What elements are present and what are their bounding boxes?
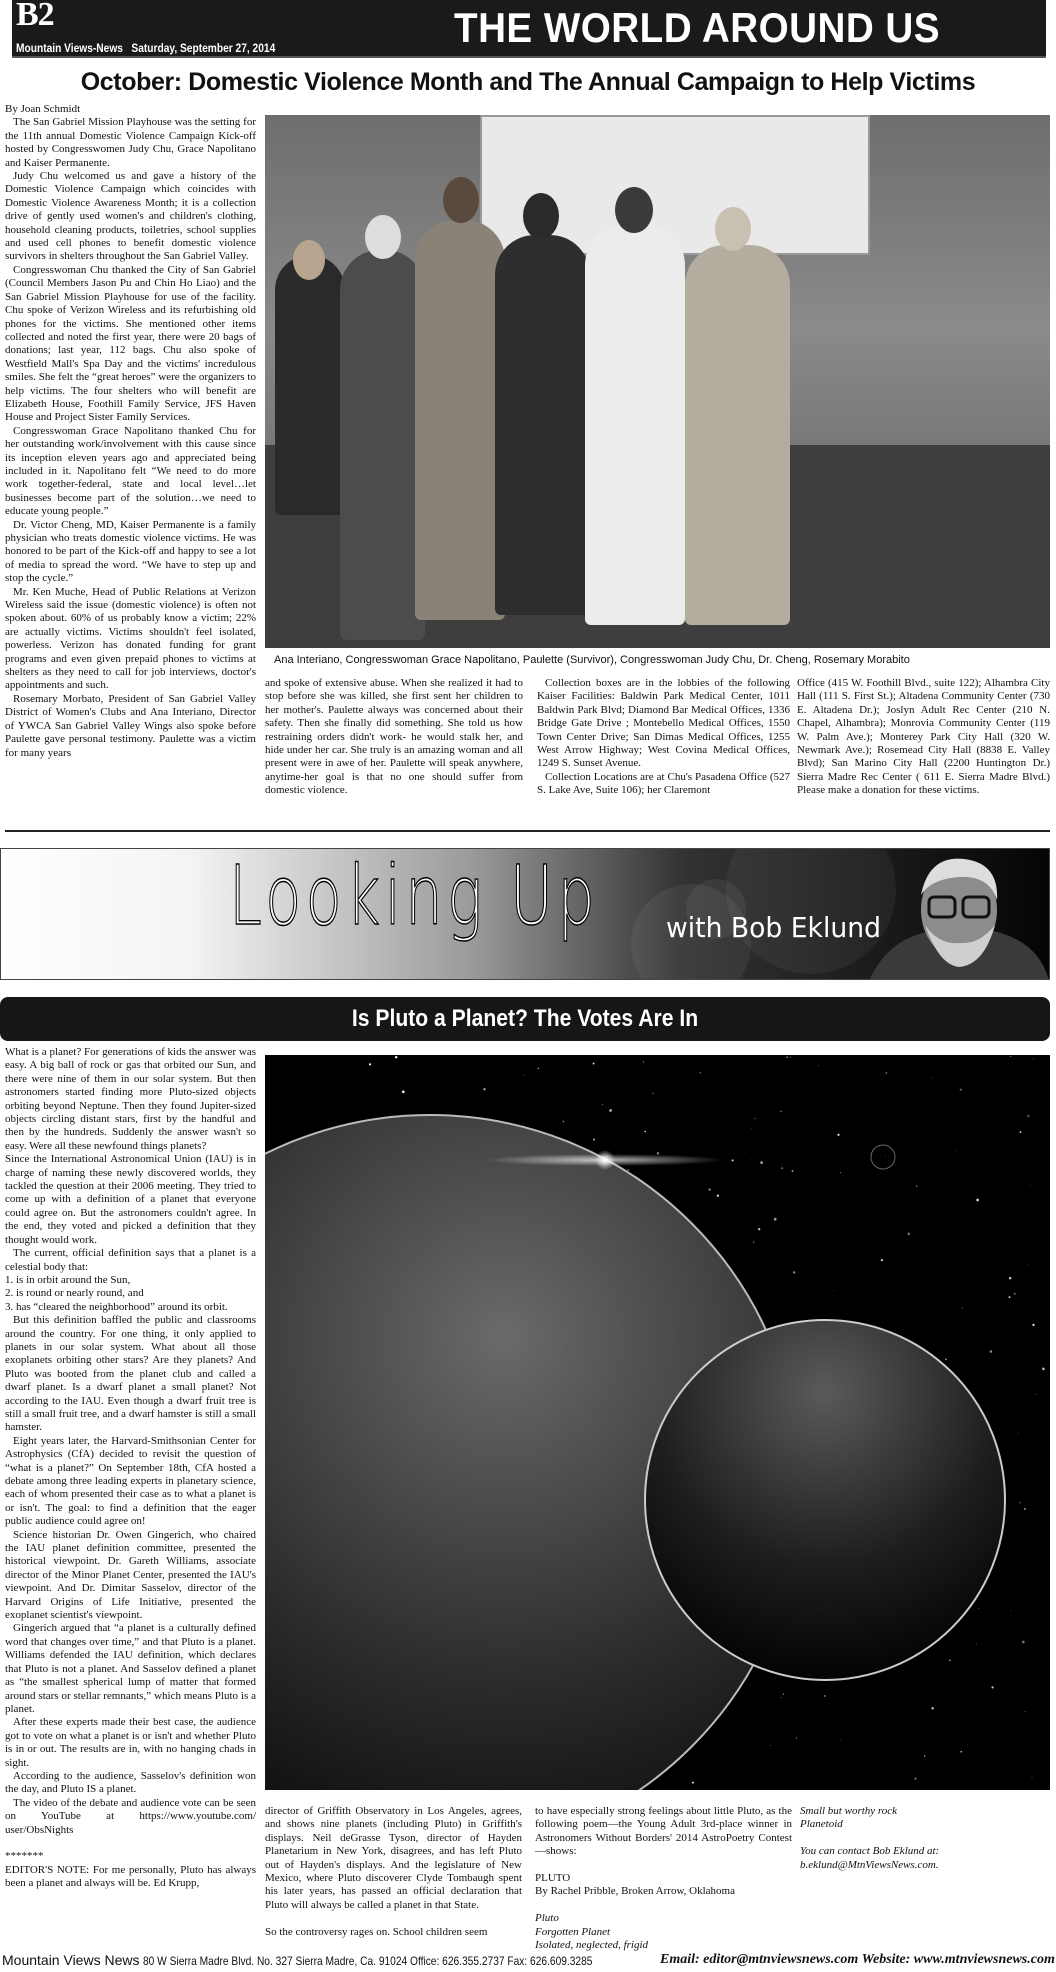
star (1009, 1277, 1012, 1280)
star (956, 1150, 957, 1151)
person-silhouette (275, 255, 345, 515)
star (924, 1755, 925, 1756)
paragraph-spacer (800, 1832, 1050, 1845)
paragraph: Pluto (535, 1912, 559, 1925)
paragraph: 1. is in orbit around the Sun, (5, 1273, 131, 1286)
star (524, 1075, 525, 1076)
pluto-space-illustration (265, 1055, 1050, 1790)
looking-up-banner (0, 848, 1050, 980)
paragraph: Congresswoman Chu thanked the City of San Gabriel (Council Members Jason Pu and Chin Ho Liao) and the San Gabriel Mission Playhouse for use of the facility. Chu spoke of Verizon Wireless and its refurbishing old phones for the victims. She mentioned other items collected and noted the first year, there were 20 bags of donations; last year, 112 bags. Chu also spoke of Westfield Mall's Spa Day and the victims' incredulous smiles. She felt the “great heroes” were the organizers to help victims. The four shelters who will benefit are Elizabeth House, Foothill Family Service, JFS Haven House and Project Sister Family Services. (5, 263, 256, 424)
star (402, 1090, 405, 1093)
star (700, 1072, 701, 1073)
paragraph: So the controversy rages on. School children seem (265, 1925, 488, 1938)
space-scene (265, 1055, 1050, 1790)
paragraph: The video of the debate and audience vote can be seen on YouTube at https://www.youtube.com/ user/ObsNights (5, 1796, 256, 1836)
star (881, 1259, 883, 1261)
page-footer (0, 1950, 1056, 1972)
footer-paper-name: Mountain Views News (2, 1952, 140, 1968)
paragraph: But this definition baffled the public and classrooms around the country. For one thing, it only applied to planets in our solar system. What about all those exoplanets orbiting other stars? Are they planets? And Pluto was booted from the planet club and called a dwarf planet. Is a dwarf planet a small planet? Not according to the IAU. Even though a dwarf fruit tree is still a small fruit tree, and a dwarf hamster is still a small hamster. (5, 1314, 256, 1434)
paragraph: Since the International Astronomical Union (IAU) is in charge of naming these newly discovered worlds, they tackled the question at their 2006 meeting. They tried to come up with a definition of a planet that everyone could agree on. But the astronomers couldn't agree. In the end, they voted and picked a definition that they thought would work. (5, 1153, 256, 1246)
banner-title: Looking Up (229, 849, 600, 944)
star (945, 1359, 946, 1360)
footer-address: 80 W Sierra Madre Blvd. No. 327 Sierra Madre, Ca. 91024 Office: 626.355.2737 Fax: 626.609.3285 (143, 1954, 593, 1968)
star (751, 1159, 752, 1160)
person-silhouette (340, 250, 425, 640)
story2-column-3 (535, 1805, 792, 1952)
star (1035, 1394, 1036, 1395)
person-silhouette (415, 220, 505, 620)
star (1014, 1293, 1016, 1295)
paragraph: Congresswoman Grace Napolitano thanked Chu for her outstanding work/involvement with this cause since its inception eleven years ago and appreciated being included in it. Napolitano felt “We need to do more work together-federal, state and local level…let businesses become part of the solution…we need to educate young people.” (5, 424, 256, 518)
paragraph: Planetoid (800, 1818, 843, 1831)
star (778, 1060, 779, 1061)
distant-moon (871, 1145, 895, 1169)
star (916, 1185, 917, 1186)
star (914, 1777, 916, 1779)
paragraph: Gingerich argued that “a planet is a culturally defined word that changes over time,” and that Pluto is a planet. Williams defended the IAU definition, which declares that Pluto is not a planet. And Sasselov defined a planet as “the smallest spherical lump of matter that formed around stars or stellar remnants,” which means Pluto is a planet. (5, 1622, 256, 1715)
star (841, 1739, 842, 1740)
star (1024, 1508, 1026, 1510)
paragraph: 2. is round or nearly round, and (5, 1287, 144, 1300)
star (397, 1082, 398, 1083)
star (538, 1068, 539, 1069)
star (751, 1128, 752, 1129)
person-silhouette (495, 235, 590, 615)
star (824, 1695, 825, 1696)
star (1010, 1610, 1011, 1611)
paragraph-spacer (5, 1837, 256, 1850)
star (793, 1271, 795, 1273)
event-photo (265, 115, 1050, 648)
star (932, 1078, 933, 1079)
star (754, 1118, 755, 1119)
paragraph-spacer (265, 1912, 522, 1925)
star (563, 1121, 565, 1123)
story2-column-1 (5, 1046, 256, 1891)
paragraph: The current, official definition says that a planet is a celestial body that: (5, 1247, 256, 1273)
author-portrait (859, 855, 1049, 980)
banner-byline: with Bob Eklund (666, 911, 881, 944)
section-title: THE WORLD AROUND US (454, 4, 940, 51)
paragraph: By Joan Schmidt (5, 103, 81, 115)
paragraph: Dr. Victor Cheng, MD, Kaiser Permanente is a family physician who treats domestic violence victims. He was honored to be part of the Kick-off and happy to see a lot of media to spread the word. “We have to step up and stop the cycle.” (5, 518, 256, 585)
story1-column-2 (265, 677, 523, 798)
star (627, 1169, 629, 1171)
star (483, 1088, 485, 1090)
paragraph-spacer (535, 1899, 792, 1912)
paragraph: Judy Chu welcomed us and gave a history of the Domestic Violence Campaign which coincides with Domestic Violence Awareness Month; it is a collection drive of gently used women's and children's clothing, household cleaning products, toiletries, school supplies and used cell phones to benefit domestic violence survivors in shelters throughout the San Gabriel Valley. (5, 170, 256, 263)
star (885, 1155, 886, 1156)
star (395, 1056, 397, 1058)
person-head (365, 215, 401, 259)
paragraph: Science historian Dr. Owen Gingerich, who chaired the IAU planet definition committee, presented the historical viewpoint. Dr. Gareth Williams, associate director of the Minor Planet Center, presented the IAU's viewpoint. And Dr. Dimitar Sasselov, director of the Harvard Origins of Life Initiative, presented the exoplanet scientist's viewpoint. (5, 1528, 256, 1622)
paragraph: Isolated, neglected, frigid (535, 1939, 649, 1952)
star (1032, 1324, 1034, 1326)
story2-headline: Is Pluto a Planet? The Votes Are In (351, 1005, 699, 1032)
star (792, 1170, 794, 1172)
star (692, 1782, 694, 1784)
paragraph: According to the audience, Sasselov's definition won the day, and Pluto IS a planet. (5, 1769, 256, 1796)
star (949, 1660, 950, 1661)
star (1042, 1368, 1045, 1371)
star (960, 1089, 962, 1091)
star (976, 1199, 979, 1202)
star (1030, 1185, 1031, 1186)
story1-column-3 (537, 677, 790, 798)
star (978, 1608, 979, 1609)
star (1022, 1641, 1025, 1644)
star (840, 1172, 841, 1173)
story1-column-4 (797, 677, 1050, 798)
star (790, 1057, 791, 1058)
star (976, 1643, 977, 1644)
star (886, 1072, 888, 1074)
person-head (443, 177, 479, 223)
star (593, 1063, 595, 1065)
star (834, 1290, 835, 1291)
star (1019, 1502, 1020, 1503)
star (1027, 1115, 1029, 1117)
star (1008, 1296, 1010, 1298)
paragraph: Office (415 W. Foothill Blvd., suite 122); Alhambra City Hall (111 S. First St.); Altadena Community Center (730 E. Altadena Dr.); Joslyn Adult Rec Center (210 N. Chapel, Alhambra); Monrovia Community Center (119 W. Palm Ave.); Monterey Park City Hall (320 W. Newmark Ave.); Rosemead City Hall (8838 E. Valley Blvd); San Marino City Hall (2200 Huntington Dr.) Sierra Madre Rec Center ( 611 E. Sierra Madre Blvd.) Please make a donation for these victims. (797, 677, 1050, 797)
star (796, 1738, 797, 1739)
paragraph: The San Gabriel Mission Playhouse was the setting for the 11th annual Domestic Violence Campaign Kick-off hosted by Congresswomen Judy Chu, Grace Napolitano and Kaiser Permanente. (5, 116, 256, 169)
paragraph: After these experts made their best case, the audience got to vote on what a planet is or isn't and whether Pluto is in or out. The results are in, with no hanging chads in sight. (5, 1716, 256, 1769)
paragraph: Mr. Ken Muche, Head of Public Relations at Verizon Wireless said the issue (domestic violence) is often not spoken about. 60% of us probably know a victim; 22% are actually victims. Victims shouldn't feel isolated, powerless. Verizon has donated funding for grant programs and even given prepaid phones to victims at shelters as they need to call for job interviews, doctor's appointments and such. (5, 585, 256, 692)
story1-headline: October: Domestic Violence Month and The Annual Campaign to Help Victims (80, 68, 976, 96)
star (1010, 1056, 1011, 1057)
person-head (615, 187, 653, 233)
small-planet (645, 1320, 1005, 1680)
star (753, 1241, 755, 1243)
star (369, 1063, 371, 1065)
star (907, 1233, 910, 1236)
person-head (715, 207, 751, 251)
story1-column-1 (5, 103, 256, 760)
star (643, 1061, 644, 1062)
star (990, 1350, 992, 1352)
person-silhouette (685, 245, 790, 625)
star (786, 1056, 788, 1058)
star (962, 1308, 963, 1309)
paragraph: director of Griffith Observatory in Los Angeles, agrees, and shows nine planets (including Pluto) in Griffith's displays. Neil deGrasse Tyson, director of Hayden Planetarium in New York, disagrees, and has left Pluto out of Hayden's displays. And the legislature of New Mexico, where Pluto discoverer Clyde Tombaugh spent his later years, has passed an official declaration that Pluto will always be called a planet in that State. (265, 1805, 522, 1911)
star (657, 1152, 660, 1155)
photo-caption: Ana Interiano, Congresswoman Grace Napolitano, Paulette (Survivor), Congresswoman Judy Chu, Dr. Cheng, Rosemary Morabito (274, 654, 910, 666)
paragraph: You can contact Bob Eklund at: b.eklund@MtnViewsNews.com. (800, 1845, 940, 1871)
star (1031, 1777, 1032, 1778)
star (770, 1745, 771, 1746)
paragraph: Rosemary Morbato, President of San Gabriel Valley District of Women's Clubs and Ana Interiano, Director of YWCA San Gabriel Valley Wings also spoke before Paulette gave personal testimony. Paulette was a victim for many years (5, 692, 256, 759)
star (783, 1694, 784, 1695)
paragraph: to have especially strong feelings about little Pluto, as the following poem—the Young Adult 3rd-place winner in Astronomers Without Borders' 2014 AstroPoetry Contest—shows: (535, 1805, 792, 1858)
star (732, 1159, 734, 1161)
star (609, 1109, 612, 1112)
star (781, 1167, 783, 1169)
star (708, 1188, 710, 1190)
paragraph: Collection Locations are at Chu's Pasadena Office (527 S. Lake Ave, Suite 106); her Claremont (537, 770, 790, 797)
star (1018, 1433, 1019, 1434)
star (652, 1093, 653, 1094)
star (960, 1751, 961, 1752)
person-silhouette (585, 225, 685, 625)
story2-column-4 (800, 1805, 1050, 1872)
star (602, 1104, 603, 1105)
paragraph: Eight years later, the Harvard-Smithsonian Center for Astrophysics (CfA) decided to revisit the question of “what is a planet?” On September 18th, CfA hosted a debate among three leading experts in planetary science, each of whom presented their case as to what a planet is or isn't. The goal: to find a definition that the eager public audience could agree on! (5, 1434, 256, 1528)
star (818, 1065, 819, 1066)
star (837, 1134, 839, 1136)
paragraph: and spoke of extensive abuse. When she realized it had to stop before she was killed, she first sent her children to her mother's. Paulette always was concerned about their safety. Then she finally did something. She told us how restraining orders didn't work- he would stalk her, and hide under her car. She truly is an amazing woman and all present were in awe of her. Paulette will speak anywhere, anytime-her goal is that no one should suffer from domestic violence. (265, 677, 523, 797)
star (758, 1228, 760, 1230)
star (781, 1697, 782, 1698)
star (644, 1131, 646, 1133)
person-head (523, 193, 559, 239)
star (1028, 1264, 1029, 1265)
paragraph: Small but worthy rock (800, 1805, 898, 1817)
person-head (293, 240, 325, 280)
star (774, 1218, 777, 1221)
star (1024, 1711, 1025, 1712)
star (1033, 1058, 1034, 1059)
page-header (12, 0, 1046, 58)
paragraph: Collection boxes are in the lobbies of the following Kaiser Facilities: Baldwin Park Medical Center, 1011 Baldwin Park Blvd; Diamond Bar Medical Offices, 1336 Bridge Gate Drive ; Montebello Medical Offices, 1550 Town Center Drive; San Dimas Medical Offices, 1255 West Arrow Highway; West Covina Medical Offices, 1249 S. Sunset Avenue. (537, 677, 790, 770)
paragraph: 3. has “cleared the neighborhood” around its orbit. (5, 1300, 228, 1313)
page-number: B2 (16, 0, 54, 33)
paragraph: PLUTO (535, 1872, 571, 1885)
paragraph: By Rachel Pribble, Broken Arrow, Oklahoma (535, 1885, 735, 1898)
star (1020, 1131, 1022, 1133)
star (931, 1707, 933, 1709)
paragraph: Forgotten Planet (535, 1925, 611, 1938)
paragraph: EDITOR'S NOTE: For me personally, Pluto has always been a planet and always will be. Ed Krupp, (5, 1863, 256, 1890)
star (780, 1110, 782, 1112)
paragraph-spacer (535, 1859, 792, 1872)
dateline: Mountain Views-News Saturday, September 27, 2014 (16, 41, 276, 55)
star (593, 1139, 595, 1141)
star (760, 1161, 763, 1164)
footer-contact: Email: editor@mtnviewsnews.com Website: www.mtnviewsnews.com (660, 1952, 1055, 1967)
paragraph: ******* (5, 1850, 44, 1863)
section-divider (5, 830, 1050, 832)
story2-column-2 (265, 1805, 522, 1939)
paragraph: What is a planet? For generations of kids the answer was easy. A big ball of rock or gas that orbited our Sun, and there were nine of them in our solar system. But then astronomers started finding more Pluto-sized objects orbiting beyond Neptune. Then they found Jupiter-sized objects circling distant stars, first by the handful and then by the hundreds. Suddenly the answer wasn't so easy. Were all these newfound things planets? (5, 1046, 256, 1152)
star (991, 1686, 993, 1688)
star-glow (595, 1150, 615, 1170)
star (717, 1195, 719, 1197)
